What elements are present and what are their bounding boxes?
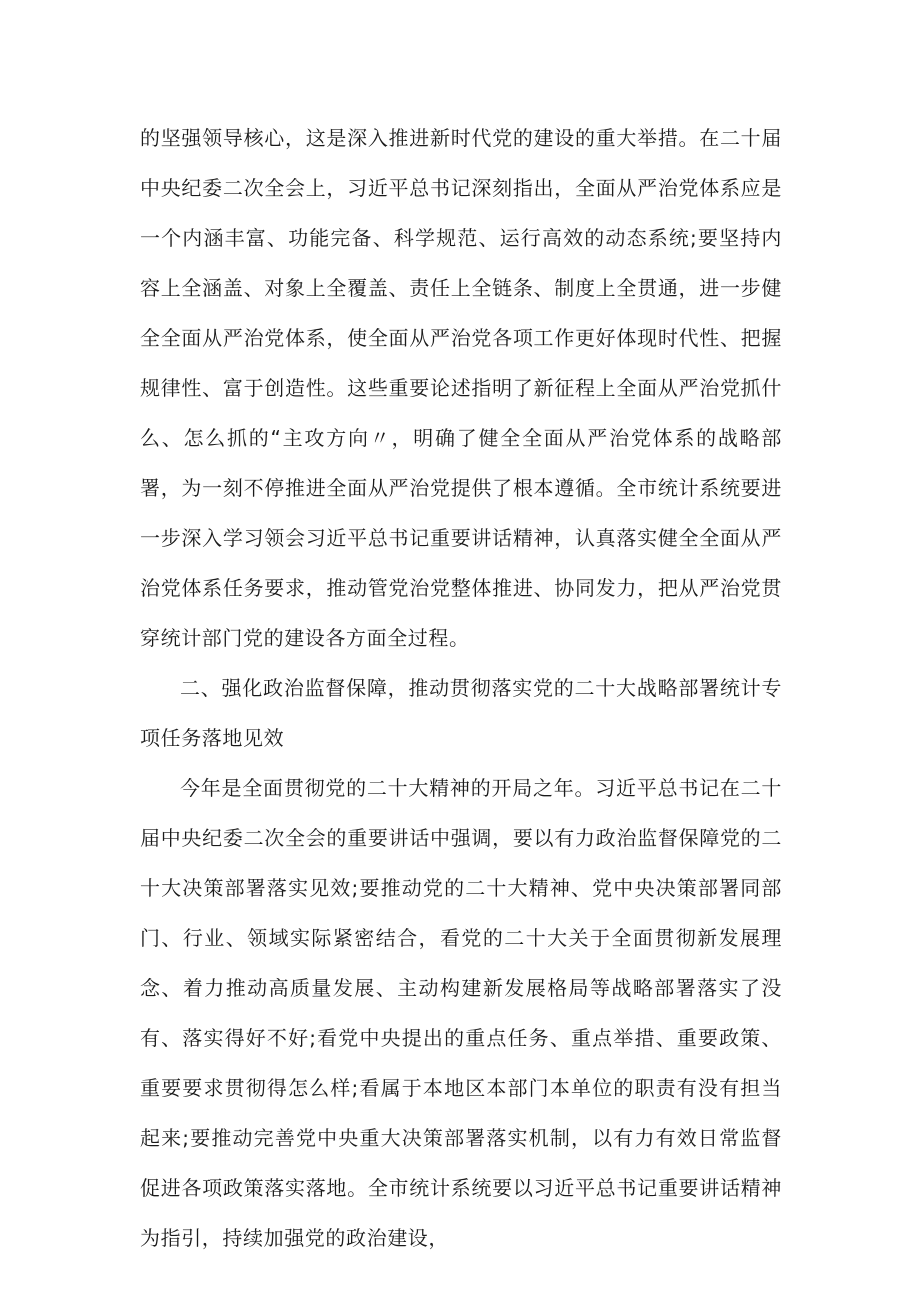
section-heading: 二、强化政治监督保障，推动贯彻落实党的二十大战略部署统计专项任务落地见效 [140, 676, 782, 750]
document-body [140, 113, 782, 1263]
paragraph-continued: 的坚强领导核心，这是深入推进新时代党的建设的重大举措。在二十届中央纪委二次全会上，习近平总书记深刻指出，全面从严治党体系应是一个内涵丰富、功能完备、科学规范、运行高效的动态系统;要坚持内容上全涵盖、对象上全覆盖、责任上全链条、制度上全贯通，进一步健全全面从严治党体系，使全面从严治党各项工作更好体现时代性、把握规律性、富于创造性。这些重要论述指明了新征程上全面从严治党抓什么、怎么抓的“主攻方向〃，明确了健全全面从严治党体系的战略部署，为一刻不停推进全面从严治党提供了根本遵循。全市统计系统要进一步深入学习领会习近平总书记重要讲话精神，认真落实健全全面从严治党体系任务要求，推动管党治党整体推进、协同发力，把从严治党贯穿统计部门党的建设各方面全过程。 [140, 126, 782, 650]
paragraph: 今年是全面贯彻党的二十大精神的开局之年。习近平总书记在二十届中央纪委二次全会的重要讲话中强调，要以有力政治监督保障党的二十大决策部署落实见效;要推动党的二十大精神、党中央决策部署同部门、行业、领域实际紧密结合，看党的二十大关于全面贯彻新发展理念、着力推动高质量发展、主动构建新发展格局等战略部署落实了没有、落实得好不好;看党中央提出的重点任务、重点举措、重要政策、重要要求贯彻得怎么样;看属于本地区本部门本单位的职责有没有担当起来;要推动完善党中央重大决策部署落实机制，以有力有效日常监督促进各项政策落实落地。全市统计系统要以习近平总书记重要讲话精神为指引，持续加强党的政治建设， [140, 776, 782, 1250]
